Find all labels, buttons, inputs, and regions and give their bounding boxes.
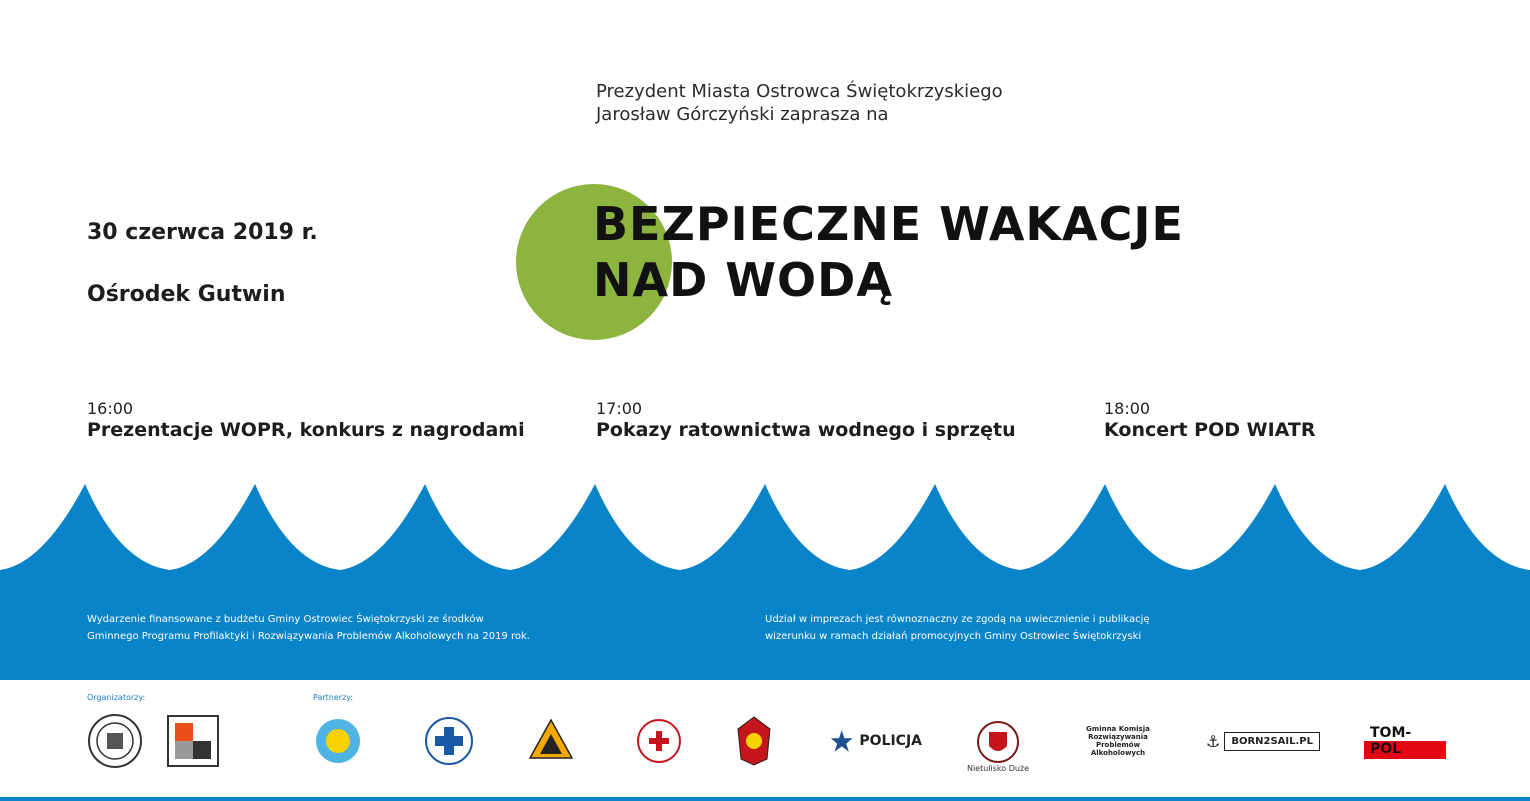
city-seal-icon	[87, 713, 143, 769]
triangle-partner-logo	[525, 713, 577, 769]
schedule-time: 18:00	[1104, 399, 1151, 418]
schedule-item	[87, 400, 525, 442]
schedule-item	[1104, 400, 1316, 442]
schedule-label: Prezentacje WOPR, konkurs z nagrodami	[87, 419, 525, 441]
tompol-logo	[1364, 713, 1446, 769]
partner-sun-logo	[314, 713, 362, 769]
schedule-label: Pokazy ratownictwa wodnego i sprzętu	[596, 419, 1016, 441]
intro-line-2: Jarosław Górczyński zaprasza na	[596, 104, 889, 125]
nietulisko-logo	[966, 714, 1030, 778]
nietulisko-caption: Nietulisko Duże	[966, 763, 1030, 773]
schedule-item	[596, 400, 1016, 442]
invitation-intro	[596, 80, 1003, 126]
born2sail-text: BORN2SAIL.PL	[1224, 732, 1320, 751]
cultural-center-icon	[167, 715, 219, 767]
schedule-time: 16:00	[87, 399, 134, 418]
tompol-text: TOM-POL	[1364, 723, 1446, 759]
intro-line-1: Prezydent Miasta Ostrowca Świętokrzyskiego	[596, 81, 1003, 102]
consent-note-line-1: Udział w imprezach jest równoznaczny ze zgodą na uwiecznienie i publikację	[765, 614, 1150, 625]
cultural-center-logo	[166, 713, 220, 769]
policja-logo	[830, 713, 922, 769]
consent-note-line-2: wizerunku w ramach działań promocyjnych Gminy Ostrowiec Świętokrzyski	[765, 631, 1142, 642]
city-seal-logo	[86, 713, 144, 769]
event-place: Ośrodek Gutwin	[87, 282, 286, 307]
fire-brigade-logo	[734, 713, 774, 769]
funding-note-line-2: Gminnego Programu Profilaktyki i Rozwiązywania Problemów Alkoholowych na 2019 rok.	[87, 631, 530, 642]
schedule-time: 17:00	[596, 399, 643, 418]
policja-text: POLICJA	[859, 733, 922, 749]
funding-note	[87, 611, 530, 645]
sun-emblem-icon	[314, 717, 362, 765]
event-title	[593, 196, 1184, 308]
organizers-label: Organizatorzy:	[87, 693, 146, 702]
nietulisko-crest-icon	[976, 720, 1020, 764]
born2sail-logo	[1205, 713, 1314, 769]
schedule-label: Koncert POD WIATR	[1104, 419, 1316, 441]
gkrpa-logo: Gminna Komisja Rozwiązywania Problemów Alkoholowych	[1086, 725, 1150, 757]
title-line-1: BEZPIECZNE WAKACJE	[593, 197, 1184, 251]
police-star-icon	[830, 728, 853, 754]
triangle-emblem-icon	[526, 716, 576, 766]
funding-note-line-1: Wydarzenie finansowane z budżetu Gminy Ostrowiec Świętokrzyski ze środków	[87, 614, 484, 625]
rescue-emblem-icon	[635, 717, 683, 765]
fire-brigade-icon	[735, 715, 773, 767]
wopr-cross-icon	[423, 715, 475, 767]
title-line-2: NAD WODĄ	[593, 253, 893, 307]
water-waves	[0, 484, 1530, 680]
bottom-blue-line	[0, 797, 1530, 801]
image-consent-note	[765, 611, 1150, 645]
rescue-service-logo	[634, 713, 684, 769]
partners-label: Partnerzy:	[313, 693, 354, 702]
event-date: 30 czerwca 2019 r.	[87, 220, 318, 245]
anchor-icon: ⚓	[1205, 731, 1221, 751]
wopr-logo	[420, 713, 478, 769]
